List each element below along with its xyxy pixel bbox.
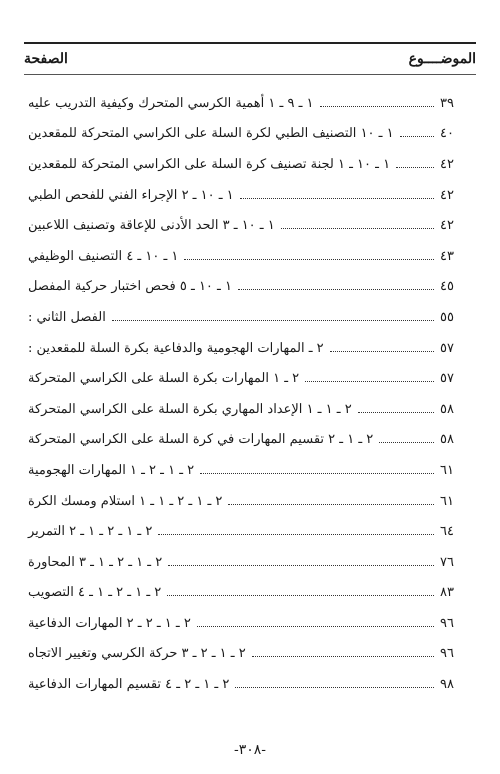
toc-entry (24, 669, 476, 700)
leader-dots (379, 442, 434, 443)
toc-entry-page: ٥٧ (440, 371, 454, 387)
toc-entry-title: ٢ ـ ١ ـ ٢ ـ ٣ حركة الكرسي وتغيير الاتجاه (28, 646, 246, 662)
leader-dots (158, 534, 434, 535)
toc-entry-title: ١ ـ ٩ ـ ١ أهمية الكرسي المتحرك وكيفية التدريب عليه (28, 95, 314, 111)
toc-entry-page: ٤٣ (440, 248, 454, 264)
toc-entry-page: ٦١ (440, 462, 454, 478)
toc-entry (24, 119, 476, 150)
toc-entry-title: ١ ـ ١٠ ـ ٢ الإجراء الفني للفحص الطبي (28, 187, 234, 203)
header-rule (24, 74, 476, 75)
top-rule (24, 42, 476, 44)
leader-dots (358, 412, 434, 413)
toc-entry (24, 425, 476, 456)
leader-dots (228, 504, 434, 505)
leader-dots (197, 626, 434, 627)
toc-entry-page: ٥٧ (440, 340, 454, 356)
toc-entry (24, 363, 476, 394)
leader-dots (305, 381, 434, 382)
toc-header (24, 46, 476, 72)
leader-dots (184, 259, 434, 260)
leader-dots (238, 289, 434, 290)
leader-dots (167, 595, 434, 596)
toc-entry-title: ٢ ـ ١ ـ ٢ ـ ٤ تقسيم المهارات الدفاعية (28, 677, 230, 693)
page-number: -٣٠٨- (233, 742, 267, 758)
page-column-label: الصفحة (24, 51, 68, 67)
toc-entry (24, 455, 476, 486)
toc-entry (24, 608, 476, 639)
toc-entry (24, 394, 476, 425)
toc-entry (24, 149, 476, 180)
toc-entry (24, 333, 476, 364)
toc-entry (24, 241, 476, 272)
toc-entry-title: ٢ ـ ١ ـ ٢ ـ ١ ـ ١ استلام ومسك الكرة (28, 493, 223, 509)
toc-entry-page: ٥٥ (440, 309, 454, 325)
toc-entry (24, 639, 476, 670)
toc-list (24, 88, 476, 700)
toc-entry-title: ٢ ـ ١ ـ ٢ ـ ١ ـ ٢ التمرير (28, 524, 153, 540)
leader-dots (400, 136, 434, 137)
toc-entry (24, 578, 476, 609)
toc-entry-title: ١ ـ ١٠ ـ ٣ الحد الأدنى للإعاقة وتصنيف اللاعبين (28, 218, 275, 234)
toc-entry-page: ٤٢ (440, 187, 454, 203)
toc-entry-title: الفصل الثاني : (28, 309, 106, 325)
toc-entry-title: ١ ـ ١٠ ـ ١ لجنة تصنيف كرة السلة على الكراسي المتحركة للمقعدين (28, 156, 391, 172)
toc-entry-page: ٤٥ (440, 279, 454, 295)
toc-entry-title: ٢ ـ ١ ـ ٢ تقسيم المهارات في كرة السلة على الكراسي المتحركة (28, 432, 374, 448)
leader-dots (168, 565, 434, 566)
toc-entry-title: ٢ ـ ١ ـ ٢ ـ ١ ـ ٣ المحاورة (28, 554, 163, 570)
toc-entry (24, 210, 476, 241)
toc-entry-page: ٩٦ (440, 615, 454, 631)
leader-dots (200, 473, 434, 474)
leader-dots (330, 351, 434, 352)
toc-entry-title: ٢ ـ ١ ـ ٢ ـ ٢ المهارات الدفاعية (28, 615, 191, 631)
leader-dots (112, 320, 434, 321)
toc-entry (24, 88, 476, 119)
leader-dots (281, 228, 434, 229)
toc-entry (24, 272, 476, 303)
toc-entry-page: ٨٣ (440, 585, 454, 601)
leader-dots (396, 167, 434, 168)
toc-entry-page: ٧٦ (440, 554, 454, 570)
toc-entry-title: ٢ ـ المهارات الهجومية والدفاعية بكرة السلة للمقعدين : (28, 340, 324, 356)
toc-entry (24, 486, 476, 517)
toc-entry-page: ٦٤ (440, 524, 454, 540)
toc-entry-title: ١ ـ ١٠ التصنيف الطبي لكرة السلة على الكراسي المتحركة للمقعدين (28, 126, 394, 142)
leader-dots (240, 198, 434, 199)
toc-entry-page: ٤٢ (440, 156, 454, 172)
toc-entry (24, 516, 476, 547)
toc-entry-title: ٢ ـ ١ المهارات بكرة السلة على الكراسي المتحركة (28, 371, 300, 387)
toc-entry-title: ٢ ـ ١ ـ ٢ ـ ١ المهارات الهجومية (28, 462, 195, 478)
toc-entry-title: ٢ ـ ١ ـ ١ الإعداد المهاري بكرة السلة على الكراسي المتحركة (28, 401, 352, 417)
toc-entry-title: ١ ـ ١٠ ـ ٥ فحص اختبار حركية المفصل (28, 279, 232, 295)
toc-entry (24, 180, 476, 211)
toc-entry (24, 302, 476, 333)
toc-entry-page: ٩٦ (440, 646, 454, 662)
toc-entry-page: ٦١ (440, 493, 454, 509)
leader-dots (320, 106, 434, 107)
toc-entry-title: ٢ ـ ١ ـ ٢ ـ ١ ـ ٤ التصويب (28, 585, 162, 601)
topic-column-label: الموضــــوع (408, 51, 476, 67)
toc-entry (24, 547, 476, 578)
toc-entry-title: ١ ـ ١٠ ـ ٤ التصنيف الوظيفي (28, 248, 179, 264)
toc-entry-page: ٩٨ (440, 677, 454, 693)
leader-dots (235, 687, 434, 688)
toc-entry-page: ٥٨ (440, 401, 454, 417)
toc-entry-page: ٤٢ (440, 218, 454, 234)
toc-entry-page: ٥٨ (440, 432, 454, 448)
leader-dots (252, 656, 434, 657)
toc-entry-page: ٤٠ (440, 126, 454, 142)
toc-entry-page: ٣٩ (440, 95, 454, 111)
